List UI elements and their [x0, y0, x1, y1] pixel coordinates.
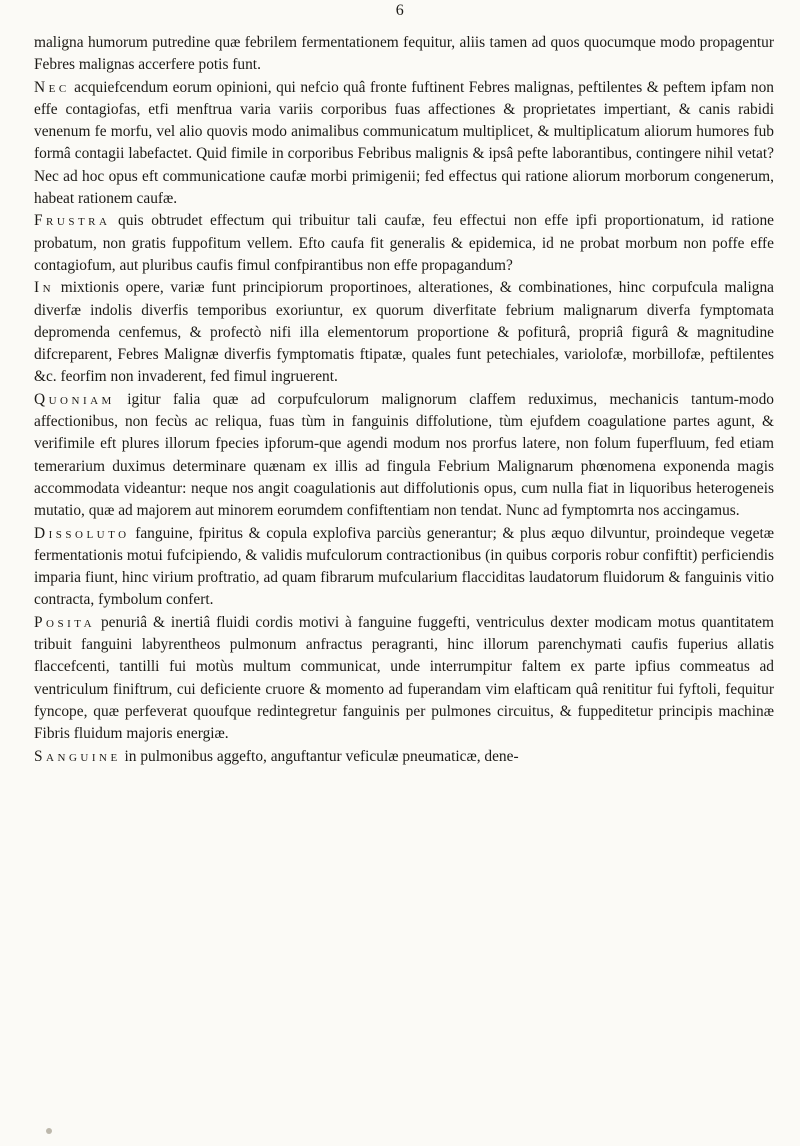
paragraph-5-lead: Quoniam [34, 390, 115, 408]
paragraph-4-lead: In [34, 279, 55, 297]
paragraph-8-text: in pulmonibus aggefto, anguftantur veficulæ pneumaticæ, dene- [120, 747, 519, 765]
paragraph-3-lead: Frustra [34, 212, 111, 230]
paragraph-2-text: acquiefcendum eorum opinioni, qui nefcio quâ fronte fuftinent Febres malignas, peftilentes & peftem ipfam non effe contagiofas, etfi menftrua varia variis corporibus fuas affectiones & proprietates impertiant, & canis rabidi venenum fe morfu, vel alio quovis modo animalibus communicatum multiplicet, & multiplicatum aliorum humores fub formâ contagii labefactet. Quid fimile in corporibus Febribus malignis & ipsâ pefte laborantibus, contingere nihil vetat? Nec ad hoc opus eft communicatione caufæ morbi primigenii; fed effectus qui ratione aliorum morborum congenerum, habeat rationem caufæ. [34, 78, 774, 208]
paragraph-2-lead: Nec [34, 78, 70, 96]
paragraph-6-lead: Dissoluto [34, 524, 130, 542]
ink-dot-mark [46, 1128, 52, 1134]
paragraph-8-lead: Sanguine [34, 747, 121, 765]
paragraph-2 [34, 77, 774, 211]
paragraph-6 [34, 523, 774, 612]
paragraph-7-text: penuriâ & inertiâ fluidi cordis motivi à fanguine fuggefti, ventriculus dexter modicam motus quantitatem tribuit fanguini labyrentheos pulmonum anfractus peragranti, hinc illorum parenchymati caufis fuperius allatis flaccefcenti, tantilli fui motùs multum communicat, unde interrumpitur faltem ex parte ipfius commeatus ad ventriculum finiftrum, cui deficiente cruore & momento ad fuperandam vim elafticam quâ renititur fui fyftoli, fequitur fyncope, quæ perfeverat quoufque redintegretur fanguinis per pulmones circuitus, & fuppeditetur principis machinæ Fibris fluidum majoris energiæ. [34, 613, 774, 743]
paragraph-4-text: mixtionis opere, variæ funt principiorum proportinoes, alterationes, & combinationes, hinc corpufcula maligna diverfæ indolis diverfis temporibus exoriuntur, ex quorum diverfitate febrium malignarum diverfa fymptomata depromenda cenfemus, & profectò nifi illa elementorum proportione & pofiturâ, propriâ figurâ & magnitudine difcreparent, Febres Malignæ diverfis fymptomatis ftipatæ, quales funt petechiales, variolofæ, morbillofæ, peftilentes &c. feorfim non invaderent, fed fimul ingruerent. [34, 279, 774, 386]
paragraph-5 [34, 389, 774, 523]
page-body [34, 32, 774, 768]
paragraph-1 [34, 32, 774, 77]
paragraph-5-text: igitur falia quæ ad corpufculorum malignorum claffem reduximus, mechanicis tantum-modo affectionibus, non fecùs ac reliqua, fuas tùm in fanguinis diffolutione, tùm ejufdem coagulatione partes agunt, & verifimile eft plures illorum fpecies ipforum-que agendi modum nos prorfus latere, non folum fuperfluum, fed etiam temerarium duximus determinare quænam ex illis ad fingula Febrium Malignarum phœnomena exponenda magis accommodata videantur: neque nos angit coagulationis aut diffolutionis opus, cum nulla fiat in liquoribus heterogeneis mutatio, quæ ad majorem aut minorem eorumdem confiftentiam non tendat. Nunc ad fymptomrta nos accingamus. [34, 390, 774, 520]
paragraph-8 [34, 746, 774, 768]
page-number: 6 [395, 2, 405, 19]
paragraph-6-text: fanguine, fpiritus & copula explofiva parciùs generantur; & plus æquo dilvuntur, proindeque vegetæ fermentationis motui fufcipiendo, & validis mufculorum contractionibus (in quibus corporis robur confiftit) perficiendis imparia fiunt, hinc virium proftratio, ad quam fibrarum mufcularium flacciditas laudatorum fluidorum & fanguinis vitio contracta, fymbolum confert. [34, 524, 774, 609]
paragraph-4 [34, 277, 774, 388]
paragraph-3 [34, 210, 774, 277]
paragraph-7-lead: Posita [34, 613, 96, 631]
paragraph-7 [34, 612, 774, 746]
paragraph-3-text: quis obtrudet effectum qui tribuitur tali caufæ, feu effectui non effe ipfi proportionatum, id ratione probatum, non gratis fuppofitum vellem. Efto caufa fit generalis & epidemica, id ne probat morbum non poffe effe contagiofum, aut pluribus caufis fimul confpirantibus non effe propagandum? [34, 212, 774, 274]
paragraph-1-text: maligna humorum putredine quæ febrilem fermentationem fequitur, aliis tamen ad quos quocumque modo propagentur Febres malignas accerfere potis funt. [34, 34, 774, 74]
